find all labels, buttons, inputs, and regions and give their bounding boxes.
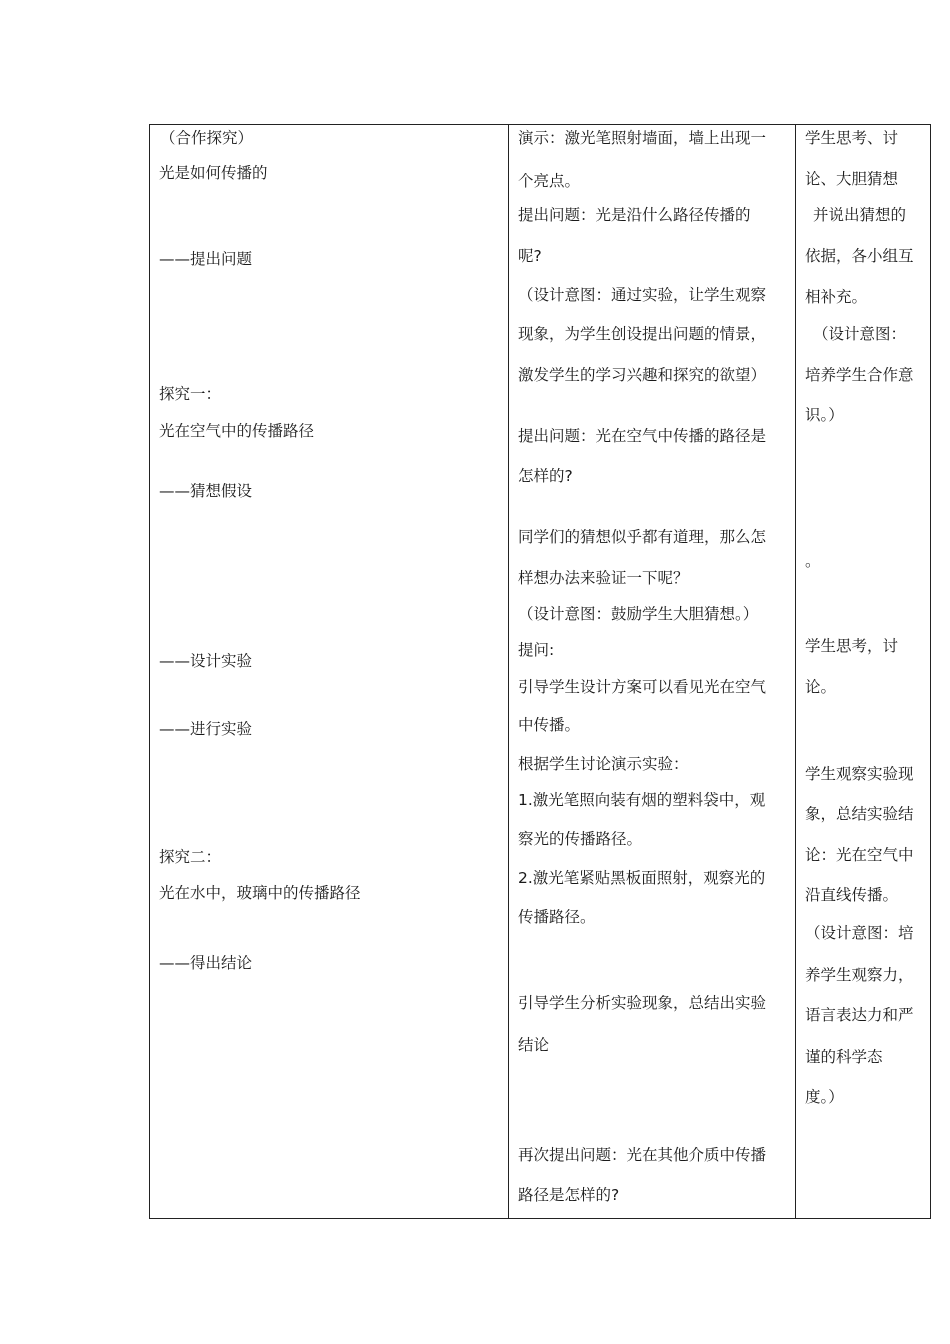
cell-text: 激发学生的学习兴趣和探究的欲望） (518, 366, 767, 384)
cell-text: ——猜想假设 (159, 482, 253, 500)
cell-text: 引导学生分析实验现象，总结出实验 (518, 994, 767, 1012)
cell-text: 光是如何传播的 (159, 164, 268, 182)
cell-text: 。 (805, 552, 821, 570)
cell-text: 学生观察实验现 (805, 765, 914, 783)
cell-text: 提出问题：光在空气中传播的路径是 (518, 427, 767, 445)
cell-text: 象，总结实验结 (805, 805, 914, 823)
cell-text: 论。 (805, 678, 837, 696)
cell-text: 察光的传播路径。 (518, 830, 643, 848)
cell-text: 相补充。 (805, 288, 868, 306)
cell-text: 传播路径。 (518, 908, 596, 926)
cell-text: 光在空气中的传播路径 (159, 422, 315, 440)
cell-text: 样想办法来验证一下呢？ (518, 569, 689, 587)
cell-text: 并说出猜想的 (813, 206, 907, 224)
cell-text: 1.激光笔照向装有烟的塑料袋中，观 (518, 791, 766, 809)
cell-text: （合作探究） (160, 129, 254, 147)
cell-text: ——提出问题 (159, 250, 253, 268)
cell-text: 培养学生合作意 (805, 366, 914, 384)
cell-text: 根据学生讨论演示实验： (518, 755, 689, 773)
cell-text: 谨的科学态 (805, 1048, 883, 1066)
cell-text: 演示：激光笔照射墙面，墙上出现一 (518, 129, 767, 147)
cell-text: 度。） (805, 1088, 844, 1106)
cell-text: 怎样的? (518, 467, 573, 485)
cell-text: 光在水中，玻璃中的传播路径 (159, 884, 361, 902)
cell-text: 提问: (518, 641, 555, 659)
cell-text: 探究二： (159, 848, 222, 866)
cell-text: 识。） (805, 406, 844, 424)
cell-text: 养学生观察力， (805, 966, 914, 984)
cell-text: 学生思考、讨 (805, 129, 899, 147)
cell-text: 论：光在空气中 (805, 846, 914, 864)
cell-text: 提出问题：光是沿什么路径传播的 (518, 206, 751, 224)
cell-text: 同学们的猜想似乎都有道理，那么怎 (518, 528, 767, 546)
cell-text: ——设计实验 (159, 652, 253, 670)
cell-text: ——得出结论 (159, 954, 253, 972)
cell-text: 引导学生设计方案可以看见光在空气 (518, 678, 767, 696)
cell-text: 2.激光笔紧贴黑板面照射，观察光的 (518, 869, 766, 887)
cell-text: 呢? (518, 247, 542, 265)
cell-text: （设计意图：鼓励学生大胆猜想。） (518, 605, 759, 623)
cell-text: 沿直线传播。 (805, 886, 899, 904)
cell-text: 结论 (518, 1036, 550, 1054)
cell-text: 依据，各小组互 (805, 247, 914, 265)
column-divider-1 (508, 125, 509, 1218)
cell-text: 中传播。 (518, 716, 581, 734)
column-divider-2 (795, 125, 796, 1218)
cell-text: （设计意图： (813, 325, 907, 343)
cell-text: 论、大胆猜想 (805, 170, 899, 188)
cell-text: 再次提出问题：光在其他介质中传播 (518, 1146, 767, 1164)
cell-text: ——进行实验 (159, 720, 253, 738)
cell-text: （设计意图：培 (805, 924, 914, 942)
cell-text: 语言表达力和严 (805, 1006, 914, 1024)
cell-text: （设计意图：通过实验，让学生观察 (518, 286, 767, 304)
cell-text: 个亮点。 (518, 172, 581, 190)
cell-text: 学生思考，讨 (805, 637, 899, 655)
cell-text: 现象，为学生创设提出问题的情景， (518, 325, 767, 343)
cell-text: 路径是怎样的? (518, 1186, 620, 1204)
cell-text: 探究一： (159, 385, 222, 403)
